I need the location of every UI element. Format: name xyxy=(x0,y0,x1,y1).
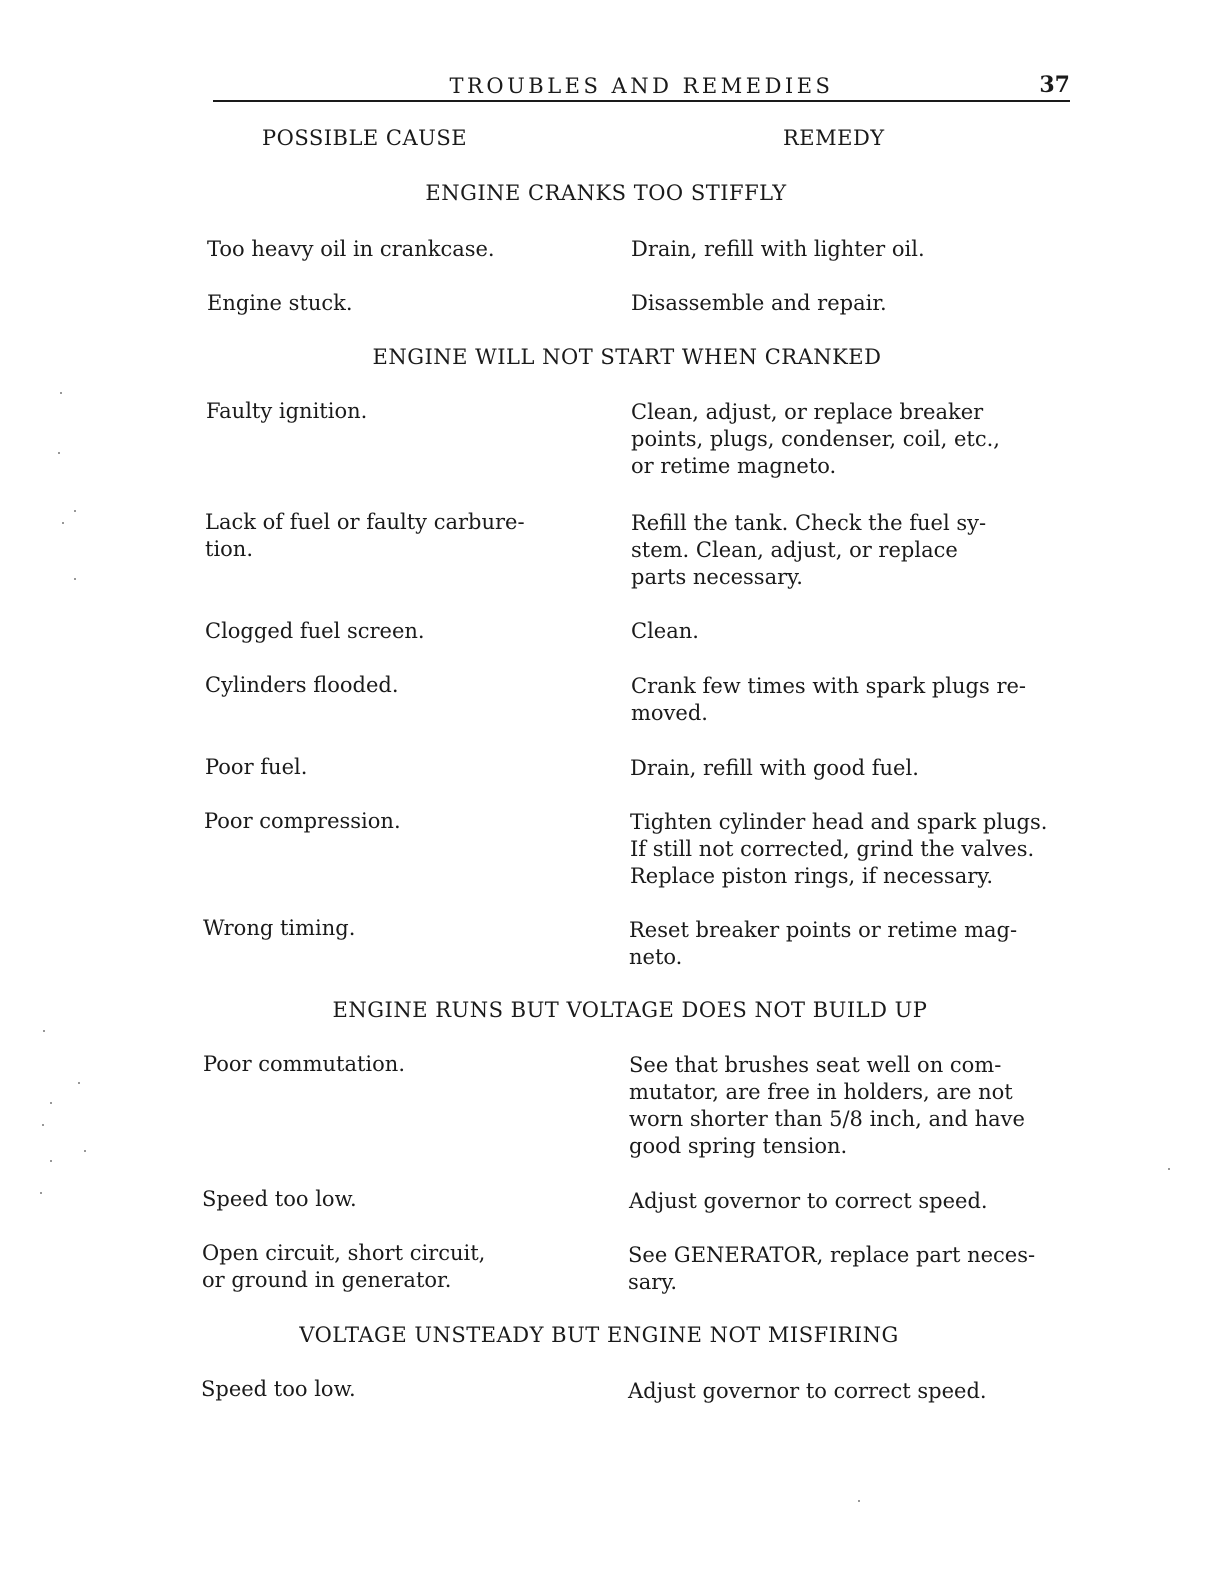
cause-text: Poor fuel. xyxy=(205,755,308,779)
cause-text: Poor commutation. xyxy=(203,1052,405,1076)
remedy-text: See that brushes seat well on com- mutator, are free in holders, are not worn shorter than 5/8 inch, and have good spring tension. xyxy=(629,1053,1025,1158)
cause-text: Poor compression. xyxy=(204,809,401,833)
scan-speck xyxy=(42,1124,44,1126)
cause-text: Wrong timing. xyxy=(203,916,356,940)
remedy-text: Clean, adjust, or replace breaker points, plugs, condenser, coil, etc., or retime magneto. xyxy=(631,400,1000,478)
scan-speck xyxy=(74,510,76,512)
cause-text: Clogged fuel screen. xyxy=(205,619,425,643)
running-title: TROUBLES AND REMEDIES xyxy=(449,74,834,98)
cause-text: Speed too low. xyxy=(201,1377,356,1401)
scan-speck xyxy=(84,1150,86,1152)
remedy-text: Tighten cylinder head and spark plugs. If still not corrected, grind the valves. Replace piston rings, if necessary. xyxy=(630,810,1048,888)
scan-speck xyxy=(43,1030,45,1032)
scan-speck xyxy=(74,578,76,580)
scan-speck xyxy=(78,1082,80,1084)
running-head xyxy=(213,72,1070,102)
section-title: ENGINE RUNS BUT VOLTAGE DOES NOT BUILD UP xyxy=(332,998,928,1022)
section-title: VOLTAGE UNSTEADY BUT ENGINE NOT MISFIRING xyxy=(299,1323,899,1347)
scan-speck xyxy=(40,1192,42,1194)
scan-speck xyxy=(858,1500,860,1502)
cause-text: Too heavy oil in crankcase. xyxy=(207,237,495,261)
remedy-text: Drain, refill with lighter oil. xyxy=(631,237,925,261)
column-header-possible-cause: POSSIBLE CAUSE xyxy=(262,126,468,150)
page-number: 37 xyxy=(1039,72,1070,98)
cause-text: Cylinders flooded. xyxy=(205,673,399,697)
scan-speck xyxy=(1168,1168,1170,1170)
remedy-text: Drain, refill with good fuel. xyxy=(630,756,919,780)
section-title: ENGINE WILL NOT START WHEN CRANKED xyxy=(372,345,882,369)
cause-text: Lack of fuel or faulty carbure- tion. xyxy=(205,510,525,561)
scan-speck xyxy=(50,1160,52,1162)
scan-speck xyxy=(58,452,60,454)
scan-speck xyxy=(60,392,62,394)
remedy-text: Clean. xyxy=(631,619,699,643)
cause-text: Engine stuck. xyxy=(207,291,353,315)
remedy-text: Crank few times with spark plugs re- moved. xyxy=(631,674,1027,725)
remedy-text: Disassemble and repair. xyxy=(631,291,887,315)
section-title: ENGINE CRANKS TOO STIFFLY xyxy=(425,181,787,205)
column-header-remedy: REMEDY xyxy=(783,126,885,150)
remedy-text: Reset breaker points or retime mag- neto. xyxy=(629,918,1018,969)
cause-text: Open circuit, short circuit, or ground in generator. xyxy=(202,1241,486,1292)
remedy-text: See GENERATOR, replace part neces- sary. xyxy=(628,1243,1036,1294)
scan-speck xyxy=(50,1102,52,1104)
scan-speck xyxy=(62,522,64,524)
remedy-text: Adjust governor to correct speed. xyxy=(629,1189,988,1213)
remedy-text: Adjust governor to correct speed. xyxy=(628,1379,987,1403)
remedy-text: Refill the tank. Check the fuel sy- stem. Clean, adjust, or replace parts necessary. xyxy=(631,511,987,589)
cause-text: Speed too low. xyxy=(202,1187,357,1211)
cause-text: Faulty ignition. xyxy=(206,399,368,423)
